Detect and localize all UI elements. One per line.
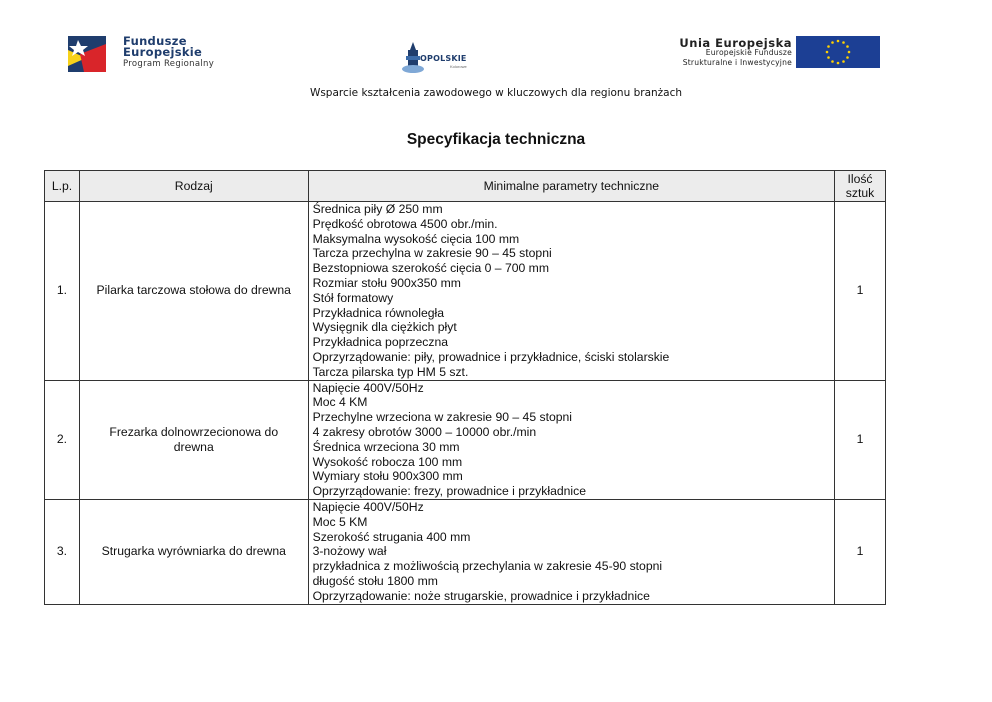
param-line: Oprzyrządowanie: noże strugarskie, prowadnice i przykładnice	[312, 588, 650, 603]
program-subtitle: Wsparcie kształcenia zawodowego w kluczowych dla regionu branżach	[309, 87, 683, 99]
row-qty: 1	[835, 380, 886, 499]
param-line: Przechylne wrzeciona w zakresie 90 – 45 stopni	[312, 410, 573, 425]
fe-logo-line3: Program Regionalny	[123, 59, 215, 69]
row-kind-line: drewna	[173, 439, 214, 454]
param-line: Tarcza przechylna w zakresie 90 – 45 stopni	[312, 246, 552, 261]
row-lp: 3.	[45, 499, 80, 604]
ue-logo-line2: Europejskie Fundusze	[705, 48, 792, 57]
table-header-row	[45, 171, 886, 202]
header-qty	[835, 171, 886, 202]
param-line: Maksymalna wysokość cięcia 100 mm	[312, 231, 520, 246]
table-row	[45, 499, 886, 604]
param-line: Bezstopniowa szerokość cięcia 0 – 700 mm	[312, 261, 549, 276]
eu-flag-icon	[796, 36, 880, 68]
header-lp: L.p.	[45, 171, 80, 202]
param-line: Rozmiar stołu 900x350 mm	[312, 275, 461, 290]
param-line: 4 zakresy obrotów 3000 – 10000 obr./min	[312, 424, 537, 439]
header-params: Minimalne parametry techniczne	[308, 171, 834, 202]
row-lp: 1.	[45, 202, 80, 381]
param-line: Tarcza pilarska typ HM 5 szt.	[312, 364, 469, 379]
unia-europejska-logo	[612, 36, 892, 72]
header-qty-line2: sztuk	[845, 186, 875, 200]
param-line: Oprzyrządowanie: frezy, prowadnice i przykładnice	[312, 484, 586, 499]
spec-table	[44, 170, 886, 605]
param-line: Szerokość strugania 400 mm	[312, 529, 471, 544]
table-row	[45, 202, 886, 381]
param-line: Średnica piły Ø 250 mm	[312, 202, 443, 216]
param-line: Napięcie 400V/50Hz	[312, 499, 424, 514]
header-qty-line1: Ilość	[847, 172, 873, 186]
param-line: Stół formatowy	[312, 290, 394, 305]
ue-logo-line3: Strukturalne i Inwestycyjne	[682, 58, 792, 67]
param-line: Wysokość robocza 100 mm	[312, 454, 463, 469]
param-line: przykładnica z możliwością przechylania w zakresie 45-90 stopni	[312, 559, 663, 574]
row-qty: 1	[835, 202, 886, 381]
fundusze-europejskie-mark-icon	[68, 36, 106, 72]
fundusze-europejskie-logo	[68, 36, 258, 72]
row-kind-line: Strugarka wyrówniarka do drewna	[101, 544, 286, 559]
header-kind: Rodzaj	[79, 171, 308, 202]
header-logos	[0, 32, 992, 76]
param-line: Moc 5 KM	[312, 514, 368, 529]
param-line: Średnica wrzeciona 30 mm	[312, 439, 460, 454]
row-kind-line: Frezarka dolnowrzecionowa do	[109, 424, 279, 439]
row-params	[308, 202, 834, 381]
param-line: długość stołu 1800 mm	[312, 573, 438, 588]
ue-logo-line1: Unia Europejska	[679, 36, 792, 50]
row-params	[308, 499, 834, 604]
param-line: Przykładnica poprzeczna	[312, 335, 449, 350]
row-lp: 2.	[45, 380, 80, 499]
param-line: Wymiary stołu 900x300 mm	[312, 469, 463, 484]
row-qty: 1	[835, 499, 886, 604]
row-kind-line: Pilarka tarczowa stołowa do drewna	[96, 283, 291, 298]
opolskie-logo-sub: Kolorowe	[450, 64, 467, 69]
param-line: Moc 4 KM	[312, 395, 368, 410]
spec-table-body	[45, 202, 886, 605]
row-kind	[79, 380, 308, 499]
param-line: Wysięgnik dla ciężkich płyt	[312, 320, 457, 335]
table-row	[45, 380, 886, 499]
row-kind	[79, 499, 308, 604]
param-line: Przykładnica równoległa	[312, 305, 444, 320]
param-line: Napięcie 400V/50Hz	[312, 380, 424, 395]
param-line: 3-nożowy wał	[312, 544, 387, 559]
opolskie-logo	[390, 34, 500, 74]
row-kind	[79, 202, 308, 381]
opolskie-logo-text: OPOLSKIE	[420, 54, 467, 63]
page-title: Specyfikacja techniczna	[406, 131, 586, 148]
fe-logo-line1: Fundusze	[123, 34, 187, 48]
fe-logo-line2: Europejskie	[123, 45, 203, 59]
param-line: Oprzyrządowanie: piły, prowadnice i przykładnice, ściski stolarskie	[312, 349, 670, 364]
param-line: Prędkość obrotowa 4500 obr./min.	[312, 216, 498, 231]
row-params	[308, 380, 834, 499]
